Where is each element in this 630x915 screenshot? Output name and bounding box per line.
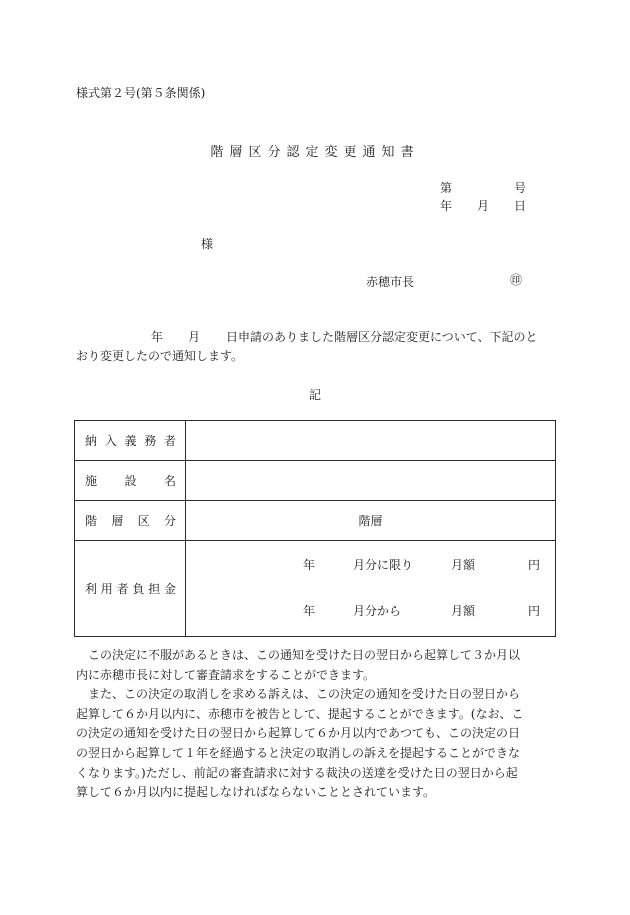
label-char: 分 [163, 514, 176, 528]
note-line: また、この決定の取消しを求める訴えは、この決定の通知を受けた日の翌日から [88, 687, 521, 702]
details-table [74, 420, 556, 637]
fee-month: 月分から [353, 603, 402, 618]
note-line: くなります。)ただし、前記の審査請求に対する裁決の送達を受けた日の翌日から起 [76, 765, 518, 780]
intro-text: 申請のありました階層区分認定変更について、下記のと [238, 330, 538, 344]
label-char: 用 [100, 582, 113, 596]
fee-amount: 月額 [451, 557, 476, 572]
taxpayer-label [75, 421, 186, 461]
label-char: 区 [137, 514, 150, 528]
ki-heading: 記 [308, 388, 321, 402]
document-number-line [440, 179, 526, 196]
table-row [75, 461, 556, 501]
label-char: 負 [132, 582, 145, 596]
fee-line-limited [186, 556, 555, 576]
table-row [75, 501, 556, 541]
facility-label [75, 461, 186, 501]
title-char: 書 [400, 145, 420, 160]
class-value [186, 501, 556, 541]
label-char: 担 [148, 582, 161, 596]
intro-month: 月 [188, 330, 201, 344]
taxpayer-value [186, 421, 556, 461]
fee-month: 月分に限り [353, 557, 414, 572]
date-day: 日 [513, 199, 526, 213]
table-row [75, 421, 556, 461]
intro-text: おり変更したので通知します。 [76, 349, 244, 363]
number-prefix: 第 [440, 181, 453, 195]
label-char: 施 [85, 474, 98, 488]
intro-year: 年 [151, 330, 164, 344]
fee-line-from [186, 602, 555, 622]
date-year: 年 [440, 199, 453, 213]
issuer-name: 赤穂市長 [366, 275, 415, 289]
note-line: この決定に不服があるときは、この通知を受けた日の翌日から起算して３か月以 [88, 648, 521, 662]
fee-yen: 円 [528, 603, 541, 618]
label-char: 義 [124, 434, 137, 448]
note-line: 起算して６か月以内に、赤穂市を被告として、提起することができます。(なお、こ [76, 706, 524, 721]
intro-day: 日 [226, 330, 239, 344]
note-line: 内に赤穂市長に対して審査請求をすることができます。 [76, 667, 376, 682]
label-char: 納 [85, 434, 98, 448]
addressee-suffix: 様 [201, 237, 214, 251]
issue-date-line [440, 197, 526, 214]
label-char: 層 [111, 514, 124, 528]
date-month: 月 [476, 199, 489, 213]
label-char: 名 [163, 474, 176, 488]
label-char: 者 [116, 582, 129, 596]
label-char: 利 [85, 582, 98, 596]
note-line: の翌日から起算して１年を経過すると決定の取消しの訴えを提起することができな [76, 745, 521, 760]
burden-value [186, 541, 556, 637]
label-char: 階 [85, 514, 98, 528]
fee-year: 年 [303, 557, 316, 572]
facility-value [186, 461, 556, 501]
title-char: 変 [324, 145, 344, 160]
notes-section [76, 646, 554, 803]
class-label [75, 501, 186, 541]
class-value-text: 階層 [358, 514, 383, 528]
fee-yen: 円 [528, 557, 541, 572]
title-char: 階 [210, 145, 230, 160]
label-char: 設 [124, 474, 137, 488]
burden-label [75, 541, 186, 637]
fee-year: 年 [303, 603, 316, 618]
title-char: 定 [305, 145, 325, 160]
title-char: 分 [267, 145, 287, 160]
note-line: の決定の通知を受けた日の翌日から起算して６か月以内であつても、この決定の日 [76, 726, 521, 741]
label-char: 務 [144, 434, 157, 448]
seal-mark: ㊞ [510, 273, 523, 287]
label-char: 金 [163, 582, 176, 596]
form-number: 様式第２号(第５条関係) [76, 86, 206, 100]
title-char: 更 [343, 145, 363, 160]
label-char: 入 [104, 434, 117, 448]
intro-paragraph [76, 328, 552, 366]
title-char: 知 [381, 145, 401, 160]
title-char: 通 [362, 145, 382, 160]
label-char: 者 [163, 434, 176, 448]
title-char: 認 [286, 145, 306, 160]
note-line: 算して６か月以内に提起しなければならないこととされています。 [76, 785, 436, 800]
title-char: 層 [229, 145, 249, 160]
number-suffix: 号 [513, 181, 526, 195]
table-row [75, 541, 556, 637]
fee-amount: 月額 [451, 603, 476, 618]
title-char: 区 [248, 145, 268, 160]
document-title [0, 141, 630, 160]
